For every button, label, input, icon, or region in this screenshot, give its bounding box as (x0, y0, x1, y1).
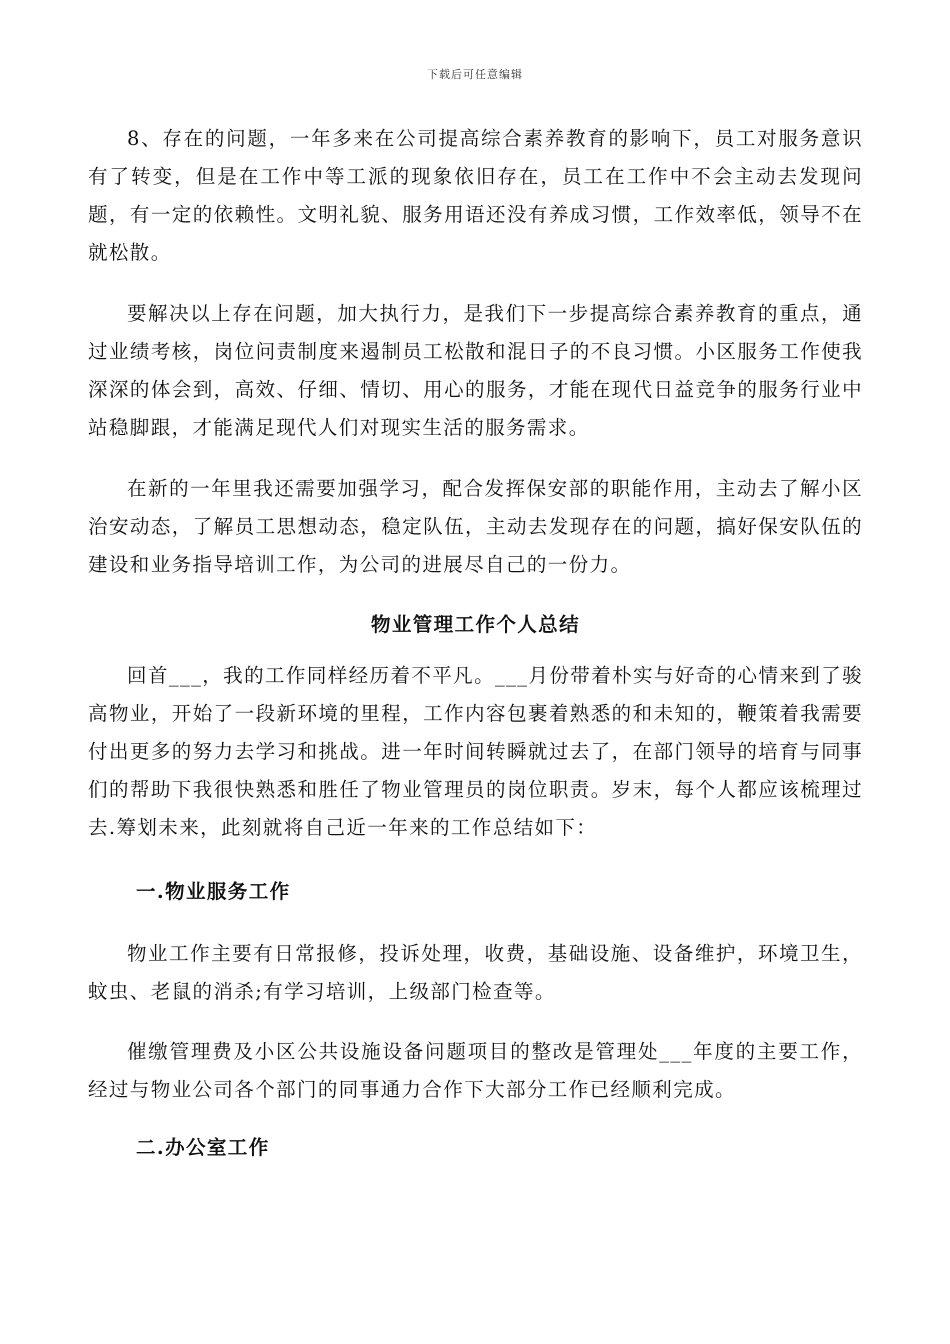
header-note: 下载后可任意编辑 (427, 68, 523, 81)
paragraph-existing-problems: 8、存在的问题，一年多来在公司提高综合素养教育的影响下，员工对服务意识有了转变，但是在工作中等工派的现象依旧存在，员工在工作中不会主动去发现问题，有一定的依赖性。文明礼貌、服务用语还没有养成习惯，工作效率低，领导不在就松散。 (88, 127, 863, 264)
section-heading-office-work: 二.办公室工作 (136, 1136, 270, 1159)
section-heading-property-service: 一.物业服务工作 (136, 880, 291, 903)
paragraph-new-year-plan: 在新的一年里我还需要加强学习，配合发挥保安部的职能作用，主动去了解小区治安动态，了解员工思想动态，稳定队伍，主动去发现存在的问题，搞好保安队伍的建设和业务指导培训工作，为公司的进展尽自己的一份力。 (88, 477, 863, 576)
document-page (88, 120, 863, 1167)
paragraph-solutions: 要解决以上存在问题，加大执行力，是我们下一步提高综合素养教育的重点，通过业绩考核，岗位问责制度来遏制员工松散和混日子的不良习惯。小区服务工作使我深深的体会到，高效、仔细、情切、用心的服务，才能在现代日益竞争的服务行业中站稳脚跟，才能满足现代人们对现实生活的服务需求。 (88, 302, 863, 439)
document-title: 物业管理工作个人总结 (370, 613, 580, 636)
paragraph-intro: 回首___，我的工作同样经历着不平凡。___月份带着朴实与好奇的心情来到了骏高物业，开始了一段新环境的里程，工作内容包裹着熟悉的和未知的，鞭策着我需要付出更多的努力去学习和挑战。进一年时间转瞬就过去了，在部门领导的培育与同事们的帮助下我很快熟悉和胜任了物业管理员的岗位职责。岁末，每个人都应该梳理过去.筹划未来，此刻就将自己近一年来的工作总结如下： (88, 664, 863, 839)
paragraph-property-duties: 物业工作主要有日常报修，投诉处理，收费，基础设施、设备维护，环境卫生，蚊虫、老鼠的消杀;有学习培训，上级部门检查等。 (88, 942, 863, 1003)
paragraph-fee-collection: 催缴管理费及小区公共设施设备问题项目的整改是管理处___年度的主要工作，经过与物业公司各个部门的同事通力合作下大部分工作已经顺利完成。 (88, 1040, 863, 1101)
